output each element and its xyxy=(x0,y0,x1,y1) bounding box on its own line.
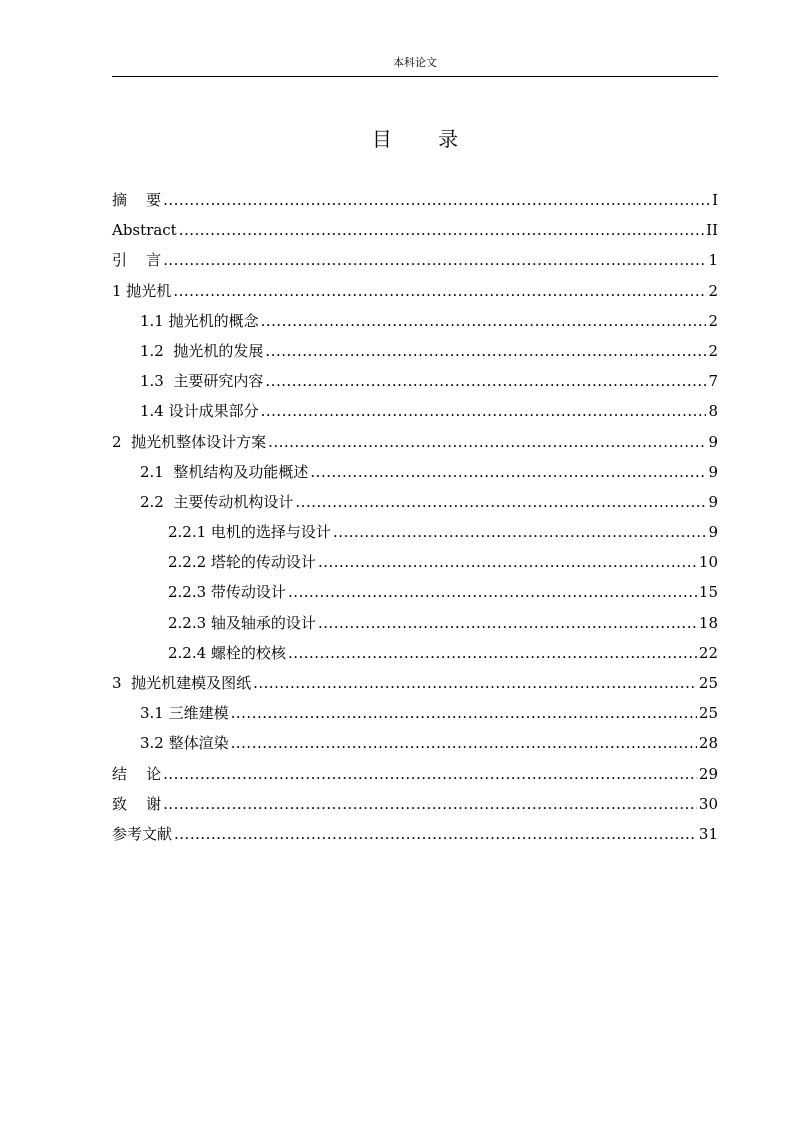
toc-entry-page: 9 xyxy=(708,432,718,451)
toc-entry-introduction[interactable] xyxy=(112,245,718,275)
toc-entry-page: 18 xyxy=(698,613,718,632)
toc-entry-title: 3.2 整体渲染 xyxy=(140,734,229,753)
toc-entry-section-2-2-4[interactable] xyxy=(112,638,718,668)
toc-entry-section-1-4[interactable] xyxy=(112,396,718,426)
dot-leader xyxy=(174,819,697,849)
toc-entry-section-3-2[interactable] xyxy=(112,728,718,758)
toc-entry-page: 25 xyxy=(698,674,718,692)
toc-entry-chapter-2[interactable] xyxy=(112,427,718,457)
toc-entry-page: 15 xyxy=(698,583,718,602)
toc-entry-acknowledgements[interactable] xyxy=(112,789,718,819)
toc-entry-page: 2 xyxy=(708,281,718,300)
toc-entry-title: Abstract xyxy=(112,221,177,240)
toc-entry-title: 2.2.4 螺栓的校核 xyxy=(168,643,286,662)
toc-entry-section-2-2-3a[interactable] xyxy=(112,577,718,607)
toc-entry-section-2-2-2[interactable] xyxy=(112,547,718,577)
toc-entry-title: 1 抛光机 xyxy=(112,281,172,300)
toc-entry-section-1-1[interactable] xyxy=(112,306,718,336)
header-rule xyxy=(112,76,718,77)
toc-entry-title: 1.4 设计成果部分 xyxy=(140,402,259,421)
dot-leader xyxy=(310,457,706,487)
toc-entry-title: 摘 要 xyxy=(112,191,162,209)
toc-entry-page: 28 xyxy=(698,734,718,753)
toc-entry-title: 致 谢 xyxy=(112,794,162,813)
toc-entry-title: 2.2.3 轴及轴承的设计 xyxy=(168,613,316,632)
table-of-contents xyxy=(112,185,718,849)
toc-entry-title: 2 抛光机整体设计方案 xyxy=(112,432,267,451)
toc-entry-page: I xyxy=(712,191,718,209)
toc-entry-abstract-cn[interactable] xyxy=(112,185,718,215)
dot-leader xyxy=(163,789,697,819)
dot-leader xyxy=(163,245,706,275)
toc-entry-section-2-2-1[interactable] xyxy=(112,517,718,547)
toc-entry-page: 25 xyxy=(698,704,718,723)
dot-leader xyxy=(163,759,697,789)
toc-entry-references[interactable] xyxy=(112,819,718,849)
toc-entry-title: 引 言 xyxy=(112,251,162,270)
dot-leader xyxy=(261,306,707,336)
toc-entry-chapter-3[interactable] xyxy=(112,668,718,698)
dot-leader xyxy=(268,427,706,457)
toc-entry-title: 2.1 整机结构及功能概述 xyxy=(140,462,309,481)
toc-entry-title: 2.2.2 塔轮的传动设计 xyxy=(168,553,316,572)
toc-entry-page: II xyxy=(706,221,718,240)
toc-entry-section-2-1[interactable] xyxy=(112,457,718,487)
toc-entry-section-3-1[interactable] xyxy=(112,698,718,728)
toc-entry-page: 22 xyxy=(698,643,718,662)
dot-leader xyxy=(231,698,697,728)
dot-leader xyxy=(295,487,706,517)
toc-entry-title: 2.2.1 电机的选择与设计 xyxy=(168,523,331,542)
toc-entry-page: 10 xyxy=(698,553,718,572)
dot-leader xyxy=(318,608,697,638)
dot-leader xyxy=(253,668,697,698)
toc-entry-page: 2 xyxy=(708,311,718,330)
toc-entry-page: 2 xyxy=(708,341,718,360)
toc-entry-page: 9 xyxy=(708,492,718,511)
toc-entry-conclusion[interactable] xyxy=(112,759,718,789)
toc-entry-chapter-1[interactable] xyxy=(112,276,718,306)
dot-leader xyxy=(333,517,707,547)
dot-leader xyxy=(163,185,710,215)
toc-entry-title: 1.3 主要研究内容 xyxy=(140,372,264,391)
toc-entry-page: 9 xyxy=(708,523,718,542)
toc-entry-title: 1.2 抛光机的发展 xyxy=(140,341,264,360)
toc-entry-section-2-2-3b[interactable] xyxy=(112,608,718,638)
dot-leader xyxy=(318,547,697,577)
toc-entry-title: 2.2.3 带传动设计 xyxy=(168,583,286,602)
toc-title: 目 录 xyxy=(371,127,459,151)
toc-entry-section-2-2[interactable] xyxy=(112,487,718,517)
dot-leader xyxy=(288,638,697,668)
toc-entry-title: 3.1 三维建模 xyxy=(140,704,229,723)
toc-entry-title: 3 抛光机建模及图纸 xyxy=(112,674,252,692)
toc-entry-title: 2.2 主要传动机构设计 xyxy=(140,492,294,511)
toc-entry-title: 结 论 xyxy=(112,764,162,783)
toc-entry-page: 31 xyxy=(698,824,718,843)
toc-entry-section-1-2[interactable] xyxy=(112,336,718,366)
toc-entry-page: 9 xyxy=(708,462,718,481)
toc-entry-title: 参考文献 xyxy=(112,824,173,843)
dot-leader xyxy=(179,215,704,245)
dot-leader xyxy=(265,366,706,396)
toc-entry-abstract-en[interactable] xyxy=(112,215,718,245)
toc-entry-title: 1.1 抛光机的概念 xyxy=(140,311,259,330)
dot-leader xyxy=(288,577,697,607)
dot-leader xyxy=(173,276,706,306)
toc-entry-page: 8 xyxy=(708,402,718,421)
dot-leader xyxy=(265,336,706,366)
toc-entry-page: 7 xyxy=(708,372,718,391)
dot-leader xyxy=(261,396,707,426)
toc-entry-page: 30 xyxy=(698,794,718,813)
toc-entry-page: 29 xyxy=(698,764,718,783)
toc-entry-page: 1 xyxy=(708,251,718,270)
running-header: 本科论文 xyxy=(393,56,437,69)
toc-entry-section-1-3[interactable] xyxy=(112,366,718,396)
dot-leader xyxy=(231,728,697,758)
